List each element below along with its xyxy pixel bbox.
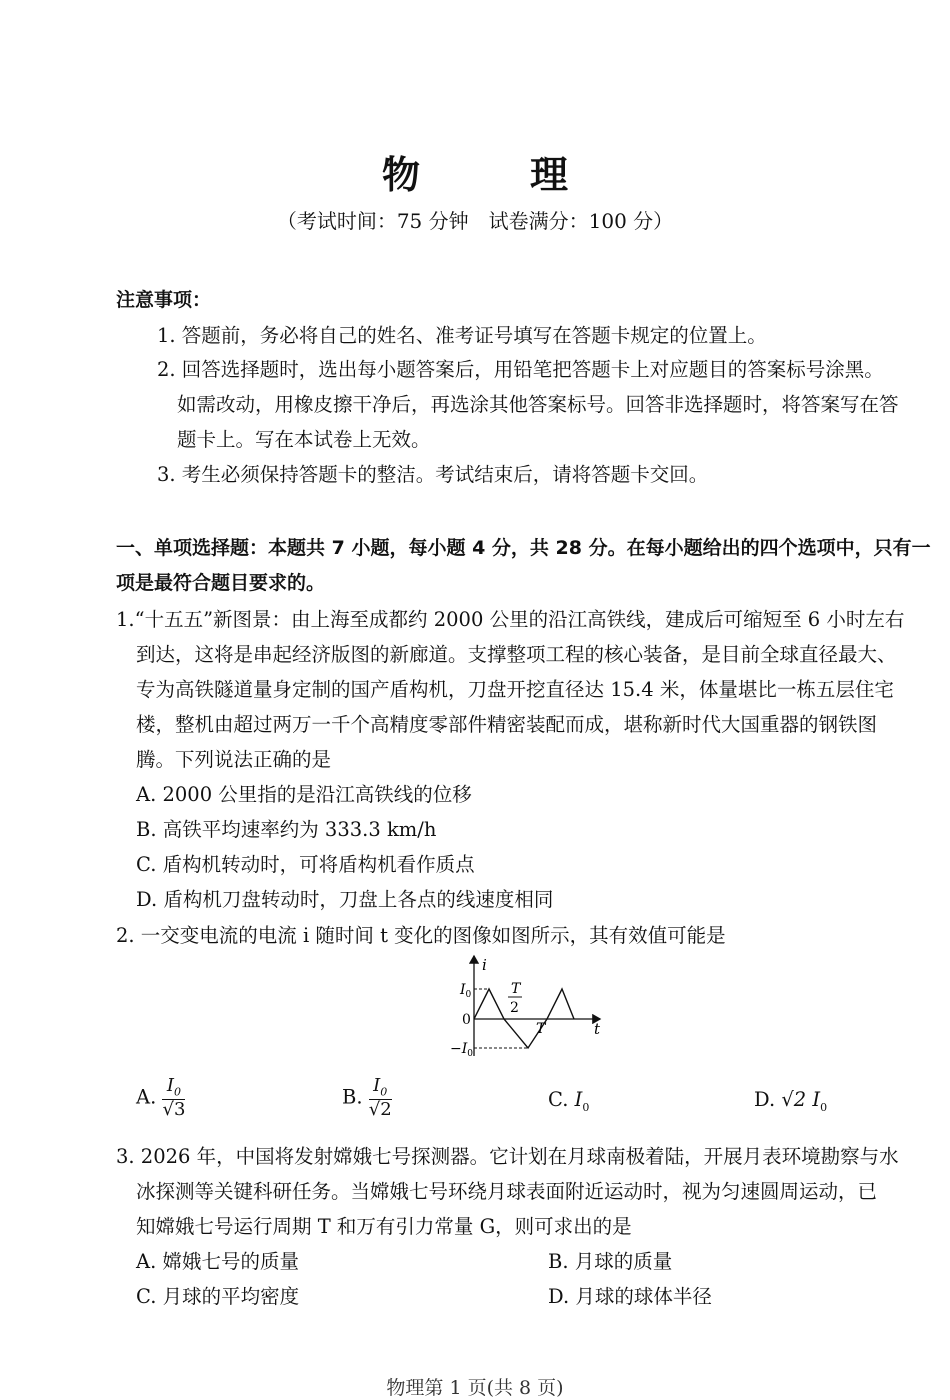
q2-stem: 2. 一交变电流的电流 i 随时间 t 变化的图像如图所示，其有效值可能是 <box>116 924 726 947</box>
q1-stem: 腾。下列说法正确的是 <box>136 748 332 771</box>
x-axis-label: t <box>594 1020 601 1038</box>
exam-info: （考试时间：75 分钟 试卷满分：100 分） <box>276 209 674 233</box>
q2-option-d: D. √2 $I_0$ <box>754 1088 828 1114</box>
i0-label: $I_0$ <box>460 982 472 1000</box>
q1-option-d: D. 盾构机刀盘转动时，刀盘上各点的线速度相同 <box>136 888 554 911</box>
page-title: 物 理 <box>381 153 604 197</box>
q1-option-b: B. 高铁平均速率约为 333.3 km/h <box>136 818 437 841</box>
q1-stem: 1.“十五五”新图景：由上海至成都约 2000 公里的沿江高铁线，建成后可缩短至 6 小时左右 <box>116 608 905 631</box>
note-item: 2. 回答选择题时，选出每小题答案后，用铅笔把答题卡上对应题目的答案标号涂黑。 <box>157 358 884 381</box>
q2-option-c: C. $I_0$ <box>548 1088 590 1114</box>
section-heading-cont: 项是最符合题目要求的。 <box>116 572 326 594</box>
origin-label: 0 <box>462 1012 471 1028</box>
q1-option-c: C. 盾构机转动时，可将盾构机看作质点 <box>136 853 475 876</box>
q3-option-a: A. 嫦娥七号的质量 <box>136 1250 299 1273</box>
note-item: 1. 答题前，务必将自己的姓名、准考证号填写在答题卡规定的位置上。 <box>157 324 767 347</box>
q3-stem: 冰探测等关键科研任务。当嫦娥七号环绕月球表面附近运动时，视为匀速圆周运动，已 <box>136 1180 878 1203</box>
note-item: 3. 考生必须保持答题卡的整洁。考试结束后，请将答题卡交回。 <box>157 463 709 486</box>
q3-option-b: B. 月球的质量 <box>548 1250 673 1273</box>
note-item: 题卡上。写在本试卷上无效。 <box>177 428 431 451</box>
half-period-num: T <box>511 981 521 997</box>
q3-option-d: D. 月球的球体半径 <box>548 1285 712 1308</box>
notes-heading: 注意事项： <box>116 289 212 311</box>
half-period-den: 2 <box>510 1000 519 1016</box>
current-time-graph <box>448 952 608 1062</box>
note-item: 如需改动，用橡皮擦干净后，再选涂其他答案标号。回答非选择题时，将答案写在答 <box>177 393 899 416</box>
q2-option-b: B. $\frac{I_0}{√2}$ <box>342 1075 392 1120</box>
section-heading: 一、单项选择题：本题共 7 小题，每小题 4 分，共 28 分。在每小题给出的四个选项中，只有一 <box>116 537 931 559</box>
period-label: T <box>536 1021 546 1037</box>
page-footer: 物理第 1 页(共 8 页) <box>386 1377 564 1399</box>
q1-stem: 楼，整机由超过两万一千个高精度零部件精密装配而成，堪称新时代大国重器的钢铁图 <box>136 713 878 736</box>
q1-stem: 到达，这将是串起经济版图的新廊道。支撑整项工程的核心装备，是目前全球直径最大、 <box>136 643 897 666</box>
q1-stem: 专为高铁隧道量身定制的国产盾构机，刀盘开挖直径达 15.4 米，体量堪比一栋五层住宅 <box>136 678 894 701</box>
q3-stem: 知嫦娥七号运行周期 T 和万有引力常量 G，则可求出的是 <box>136 1215 632 1238</box>
y-axis-label: i <box>482 956 487 974</box>
q1-option-a: A. 2000 公里指的是沿江高铁线的位移 <box>136 783 472 806</box>
q2-option-a: A. $\frac{I_0}{√3}$ <box>136 1075 186 1120</box>
q3-stem: 3. 2026 年，中国将发射嫦娥七号探测器。它计划在月球南极着陆，开展月表环境勘察与水 <box>116 1145 899 1168</box>
neg-i0-label: $-I_0$ <box>450 1041 473 1059</box>
q3-option-c: C. 月球的平均密度 <box>136 1285 300 1308</box>
